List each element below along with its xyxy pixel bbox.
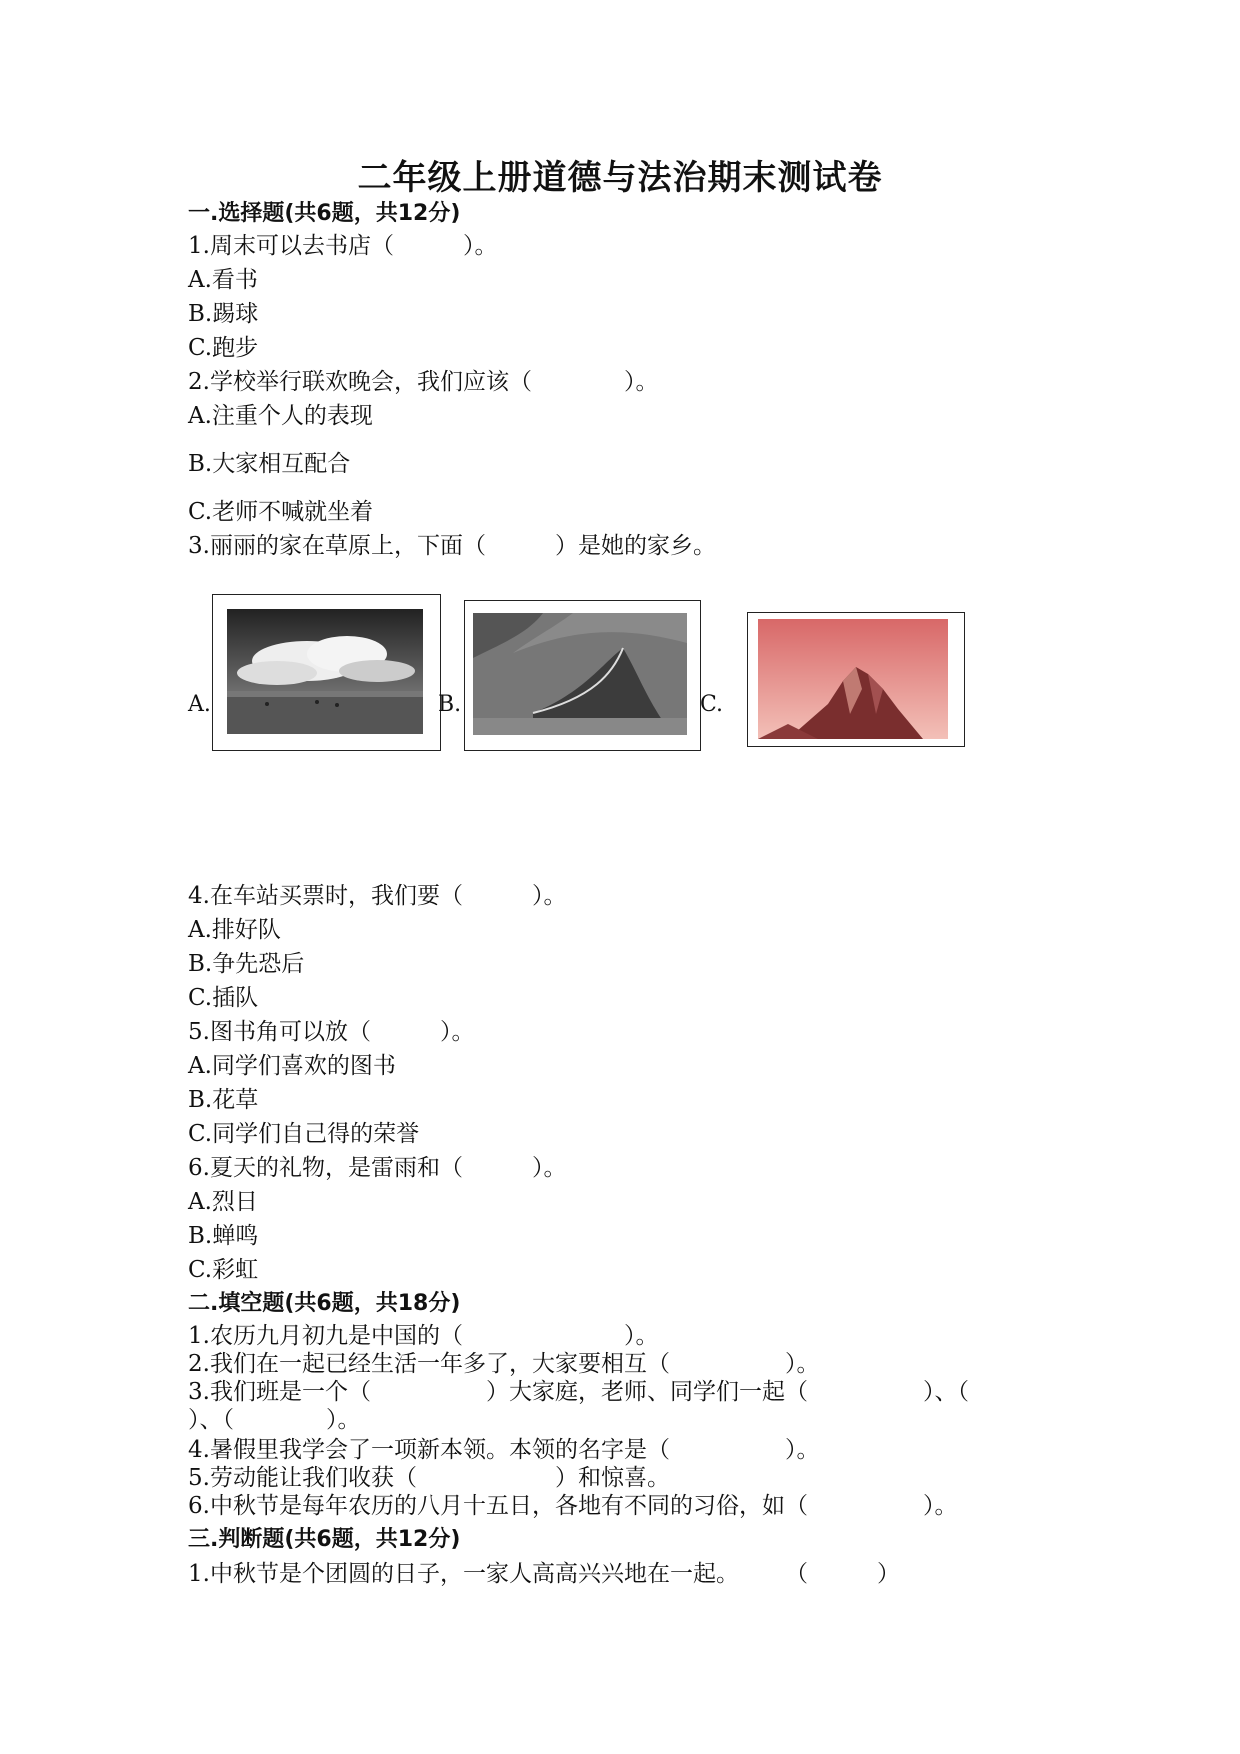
question-1: 1.周末可以去书店（ ）。 (188, 233, 498, 259)
question-5-option-c: C.同学们自己得的荣誉 (188, 1121, 420, 1147)
question-5-option-b: B.花草 (188, 1087, 259, 1113)
question-4-option-b: B.争先恐后 (188, 951, 305, 977)
picture-label-a: A. (188, 692, 211, 717)
page-title: 二年级上册道德与法治期末测试卷 (357, 158, 883, 198)
question-4-option-c: C.插队 (188, 985, 259, 1011)
section-heading-fill: 二.填空题(共6题，共18分) (188, 1291, 461, 1316)
question-2-option-a: A.注重个人的表现 (188, 403, 373, 429)
question-6: 6.夏天的礼物，是雷雨和（ ）。 (188, 1155, 567, 1181)
fill-question-6: 6.中秋节是每年农历的八月十五日，各地有不同的习俗，如（ ）。 (188, 1493, 958, 1519)
picture-frame-b (464, 600, 701, 751)
fill-question-1: 1.农历九月初九是中国的（ ）。 (188, 1323, 659, 1349)
question-1-option-b: B.踢球 (188, 301, 259, 327)
section-heading-judge: 三.判断题(共6题，共12分) (188, 1527, 461, 1552)
question-5: 5.图书角可以放（ ）。 (188, 1019, 475, 1045)
question-1-option-a: A.看书 (188, 267, 258, 293)
fill-question-3: 3.我们班是一个（ ）大家庭，老师、同学们一起（ ）、（ (188, 1379, 969, 1405)
grassland-photo (227, 609, 423, 734)
picture-label-c: C. (700, 692, 724, 717)
picture-label-b: B. (438, 692, 462, 717)
question-6-option-b: B.蝉鸣 (188, 1223, 259, 1249)
question-1-option-c: C.跑步 (188, 335, 259, 361)
question-5-option-a: A.同学们喜欢的图书 (188, 1053, 396, 1079)
question-6-option-c: C.彩虹 (188, 1257, 259, 1283)
fill-question-3-continued: ）、（ ）。 (188, 1407, 361, 1433)
question-3: 3.丽丽的家在草原上，下面（ ）是她的家乡。 (188, 533, 716, 559)
judge-question-1: 1.中秋节是个团圆的日子，一家人高高兴兴地在一起。 （ ） (188, 1561, 900, 1587)
section-heading-choice: 一.选择题(共6题，共12分) (188, 201, 461, 226)
fill-question-4: 4.暑假里我学会了一项新本领。本领的名字是（ ）。 (188, 1437, 820, 1463)
question-2: 2.学校举行联欢晚会，我们应该（ ）。 (188, 369, 659, 395)
desert-dune-photo (473, 613, 687, 735)
question-2-option-b: B.大家相互配合 (188, 451, 351, 477)
fill-question-5: 5.劳动能让我们收获（ ）和惊喜。 (188, 1465, 670, 1491)
fill-question-2: 2.我们在一起已经生活一年多了，大家要相互（ ）。 (188, 1351, 820, 1377)
picture-frame-a (212, 594, 441, 751)
question-4-option-a: A.排好队 (188, 917, 281, 943)
question-2-option-c: C.老师不喊就坐着 (188, 499, 374, 525)
question-4: 4.在车站买票时，我们要（ ）。 (188, 883, 567, 909)
picture-frame-c (747, 612, 965, 747)
mountain-peak-photo (758, 619, 948, 739)
question-6-option-a: A.烈日 (188, 1189, 258, 1215)
